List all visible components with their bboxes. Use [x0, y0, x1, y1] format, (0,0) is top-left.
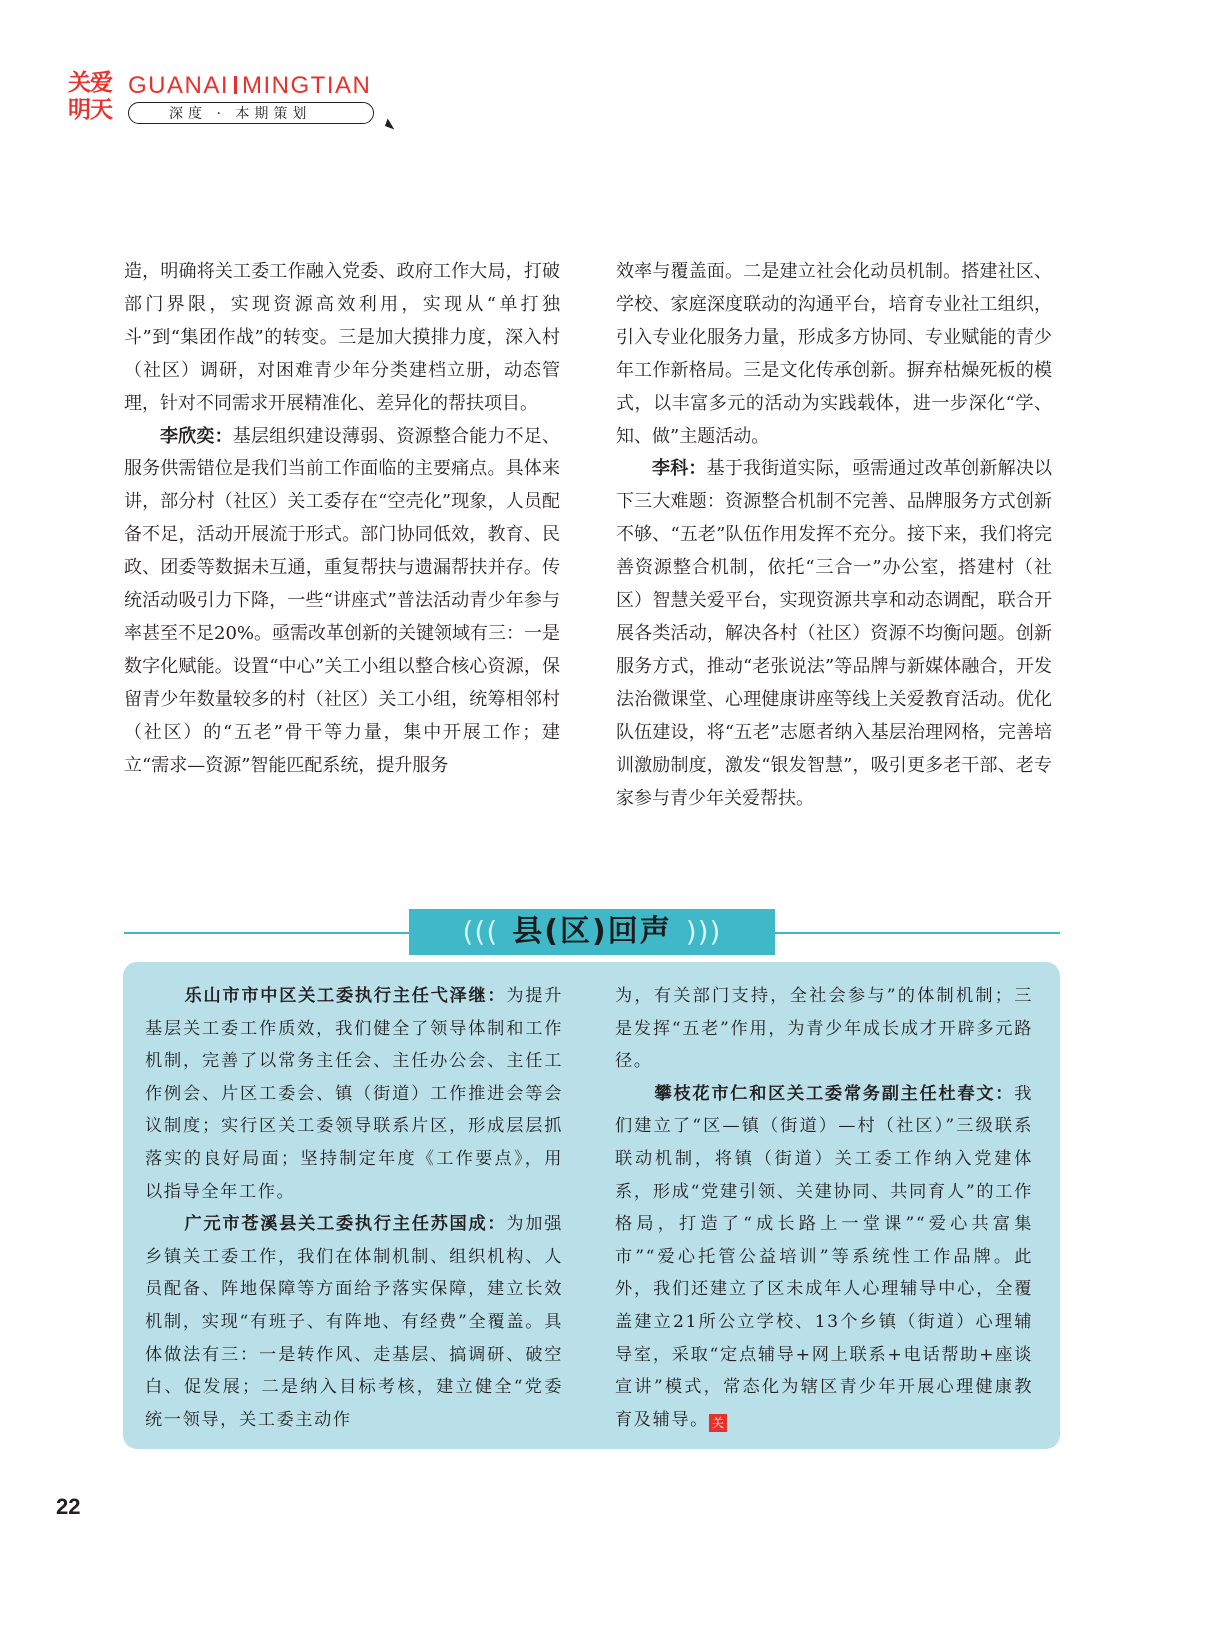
- paragraph-text: 造，明确将关工委工作融入党委、政府工作大局，打破部门界限，实现资源高效利用，实现从“单打独斗”到“集团作战”的转变。三是加大摸排力度，深入村（社区）调研，对困难青少年分类建档立册，动态管理，针对不同需求开展精准化、差异化的帮扶项目。: [124, 261, 560, 414]
- masthead: [68, 70, 388, 132]
- logo-english: [128, 72, 371, 100]
- article-right-column: [616, 256, 1052, 815]
- paragraph-text: 我们建立了“区—镇（街道）—村（社区）”三级联系联动机制，将镇（街道）关工委工作纳入党建体系，形成“党建引领、关建协同、共同育人”的工作格局，打造了“成长路上一堂课”“爱心共富集市”“爱心托管公益培训”等系统性工作品牌。此外，我们还建立了区未成年人心理辅导中心，全覆盖建立21所公立学校、13个乡镇（街道）心理辅导室，采取“定点辅导+网上联系+电话帮助+座谈宣讲”模式，常态化为辖区青少年开展心理健康教育及辅导。: [615, 1083, 1033, 1430]
- speaker-name: 乐山市市中区关工委执行主任弋泽继：: [184, 986, 507, 1006]
- paragraph: [616, 453, 1052, 815]
- sound-wave-right-icon: ))): [685, 915, 722, 948]
- paragraph-text: 基层组织建设薄弱、资源整合能力不足、服务供需错位是我们当前工作面临的主要痛点。具体来讲，部分村（社区）关工委存在“空壳化”现象，人员配备不足，活动开展流于形式。部门协同低效，教育、民政、团委等数据未互通，重复帮扶与遗漏帮扶并存。传统活动吸引力下降，一些“讲座式”普法活动青少年参与率甚至不足20%。亟需改革创新的关键领域有三：一是数字化赋能。设置“中心”关工小组以整合核心资源，保留青少年数量较多的村（社区）关工小组，统筹相邻村（社区）的“五老”骨干等力量，集中开展工作；建立“需求—资源”智能匹配系统，提升服务: [124, 425, 561, 776]
- paragraph-text: 为提升基层关工委工作质效，我们健全了领导体制和工作机制，完善了以常务主任会、主任办公会、主任工作例会、片区工委会、镇（街道）工作推进会等会议制度；实行区关工委领导联系片区，形成层层抓落实的良好局面；坚持制定年度《工作要点》，用以指导全年工作。: [145, 986, 563, 1202]
- article-left-column: [124, 256, 560, 783]
- paragraph-text: 效率与覆盖面。二是建立社会化动员机制。搭建社区、学校、家庭深度联动的沟通平台，培育专业社工组织，引入专业化服务力量，形成多方协同、专业赋能的青少年工作新格局。三是文化传承创新。摒弃枯燥死板的模式，以丰富多元的活动为实践载体，进一步深化“学、知、做”主题活动。: [616, 261, 1052, 447]
- paragraph-text: 为加强乡镇关工委工作，我们在体制机制、组织机构、人员配备、阵地保障等方面给予落实保障，建立长效机制，实现“有班子、有阵地、有经费”全覆盖。具体做法有三：一是转作风、走基层、搞调研、破空白、促发展；二是纳入目标考核，建立健全“党委统一领导，关工委主动作: [145, 1214, 563, 1430]
- section-banner: [409, 909, 775, 955]
- paragraph: [124, 256, 560, 421]
- paragraph: [615, 980, 1033, 1078]
- paragraph: [616, 256, 1052, 453]
- paragraph: [145, 980, 563, 1208]
- speaker-name: 攀枝花市仁和区关工委常务副主任杜春文：: [654, 1083, 1015, 1104]
- logo-en-left: GUANAI: [128, 72, 230, 99]
- section-label: 深度 · 本期策划: [128, 102, 374, 124]
- paragraph: [124, 421, 560, 783]
- speaker-name: 李科：: [652, 458, 707, 480]
- logo-chinese: [68, 70, 120, 124]
- section-title: 县(区)回声: [512, 914, 672, 949]
- page-number: 22: [56, 1494, 81, 1519]
- logo-line-2: 明天: [68, 97, 112, 123]
- speaker-name: 李欣奕：: [160, 425, 233, 447]
- speech-tail-icon: [385, 119, 397, 130]
- voices-right-column: [615, 980, 1033, 1436]
- logo-en-right: MINGTIAN: [242, 72, 372, 99]
- sound-wave-left-icon: (((: [462, 915, 499, 948]
- logo-separator: [234, 76, 237, 94]
- paragraph-text: 基于我街道实际，亟需通过改革创新解决以下三大难题：资源整合机制不完善、品牌服务方式创新不够、“五老”队伍作用发挥不充分。接下来，我们将完善资源整合机制，依托“三合一”办公室，搭建村（社区）智慧关爱平台，实现资源共享和动态调配，联合开展各类活动，解决各村（社区）资源不均衡问题。创新服务方式，推动“老张说法”等品牌与新媒体融合，开发法治微课堂、心理健康讲座等线上关爱教育活动。优化队伍建设，将“五老”志愿者纳入基层治理网格，完善培训激励制度，激发“银发智慧”，吸引更多老干部、老专家参与青少年关爱帮扶。: [616, 458, 1053, 809]
- paragraph-text: 为，有关部门支持，全社会参与”的体制机制；三是发挥“五老”作用，为青少年成长成才开辟多元路径。: [615, 986, 1033, 1072]
- speaker-name: 广元市苍溪县关工委执行主任苏国成：: [184, 1214, 507, 1235]
- paragraph: [145, 1208, 563, 1436]
- logo-line-1: 关爱: [68, 70, 112, 96]
- county-voices-box: [123, 962, 1060, 1449]
- end-mark-icon: 关: [709, 1414, 727, 1432]
- paragraph: [615, 1078, 1033, 1437]
- voices-left-column: [145, 980, 563, 1436]
